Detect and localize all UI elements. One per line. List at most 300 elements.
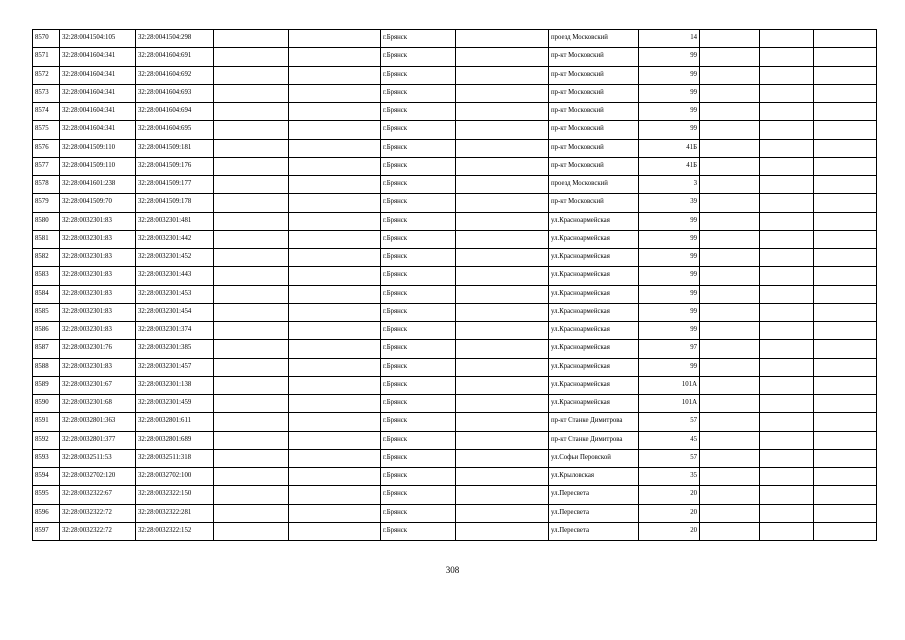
- parent-cadastral-number-cell: 32:28:0041604:341: [60, 103, 136, 121]
- empty-cell: [214, 48, 289, 66]
- city-cell: г.Брянск: [381, 103, 456, 121]
- house-number-cell: 99: [639, 267, 700, 285]
- empty-cell: [456, 30, 549, 48]
- empty-cell: [214, 267, 289, 285]
- empty-cell: [814, 504, 877, 522]
- empty-cell: [456, 176, 549, 194]
- empty-cell: [814, 139, 877, 157]
- empty-cell: [289, 522, 381, 540]
- empty-cell: [760, 376, 814, 394]
- table-row: [33, 486, 877, 504]
- empty-cell: [214, 139, 289, 157]
- empty-cell: [760, 249, 814, 267]
- parent-cadastral-number-cell: 32:28:0032801:377: [60, 431, 136, 449]
- house-number-cell: 41Б: [639, 139, 700, 157]
- table-row: [33, 267, 877, 285]
- empty-cell: [289, 431, 381, 449]
- empty-cell: [289, 285, 381, 303]
- city-cell: г.Брянск: [381, 322, 456, 340]
- empty-cell: [814, 449, 877, 467]
- table-row: [33, 413, 877, 431]
- empty-cell: [456, 322, 549, 340]
- row-number-cell: 8577: [33, 157, 60, 175]
- empty-cell: [700, 322, 760, 340]
- empty-cell: [700, 212, 760, 230]
- empty-cell: [214, 358, 289, 376]
- parent-cadastral-number-cell: 32:28:0041504:105: [60, 30, 136, 48]
- street-cell: пр-кт Станке Димитрова: [549, 413, 639, 431]
- parent-cadastral-number-cell: 32:28:0032301:83: [60, 212, 136, 230]
- row-number-cell: 8589: [33, 376, 60, 394]
- row-number-cell: 8582: [33, 249, 60, 267]
- street-cell: ул.Красноармейская: [549, 322, 639, 340]
- table-row: [33, 468, 877, 486]
- empty-cell: [456, 449, 549, 467]
- city-cell: г.Брянск: [381, 230, 456, 248]
- city-cell: г.Брянск: [381, 267, 456, 285]
- empty-cell: [289, 340, 381, 358]
- empty-cell: [700, 449, 760, 467]
- table-row: [33, 212, 877, 230]
- street-cell: ул.Красноармейская: [549, 395, 639, 413]
- empty-cell: [700, 395, 760, 413]
- registry-table: [32, 29, 877, 541]
- table-row: [33, 103, 877, 121]
- row-number-cell: 8585: [33, 303, 60, 321]
- empty-cell: [456, 249, 549, 267]
- empty-cell: [289, 322, 381, 340]
- table-row: [33, 522, 877, 540]
- empty-cell: [814, 176, 877, 194]
- parent-cadastral-number-cell: 32:28:0032301:83: [60, 285, 136, 303]
- empty-cell: [760, 66, 814, 84]
- empty-cell: [289, 486, 381, 504]
- city-cell: г.Брянск: [381, 139, 456, 157]
- house-number-cell: 99: [639, 66, 700, 84]
- empty-cell: [289, 249, 381, 267]
- street-cell: ул.Красноармейская: [549, 230, 639, 248]
- empty-cell: [456, 285, 549, 303]
- empty-cell: [214, 431, 289, 449]
- empty-cell: [456, 157, 549, 175]
- empty-cell: [456, 504, 549, 522]
- empty-cell: [700, 267, 760, 285]
- row-number-cell: 8571: [33, 48, 60, 66]
- house-number-cell: 3: [639, 176, 700, 194]
- house-number-cell: 101А: [639, 395, 700, 413]
- row-number-cell: 8587: [33, 340, 60, 358]
- empty-cell: [214, 522, 289, 540]
- empty-cell: [700, 376, 760, 394]
- table-row: [33, 376, 877, 394]
- empty-cell: [700, 103, 760, 121]
- cadastral-number-cell: 32:28:0041509:177: [136, 176, 214, 194]
- row-number-cell: 8578: [33, 176, 60, 194]
- empty-cell: [289, 230, 381, 248]
- empty-cell: [289, 267, 381, 285]
- empty-cell: [700, 84, 760, 102]
- empty-cell: [760, 522, 814, 540]
- empty-cell: [760, 322, 814, 340]
- empty-cell: [700, 194, 760, 212]
- table-row: [33, 139, 877, 157]
- empty-cell: [214, 303, 289, 321]
- empty-cell: [289, 194, 381, 212]
- empty-cell: [700, 303, 760, 321]
- empty-cell: [289, 66, 381, 84]
- city-cell: г.Брянск: [381, 30, 456, 48]
- empty-cell: [760, 212, 814, 230]
- parent-cadastral-number-cell: 32:28:0032511:53: [60, 449, 136, 467]
- empty-cell: [700, 30, 760, 48]
- city-cell: г.Брянск: [381, 66, 456, 84]
- empty-cell: [700, 249, 760, 267]
- house-number-cell: 39: [639, 194, 700, 212]
- empty-cell: [814, 48, 877, 66]
- cadastral-number-cell: 32:28:0032511:318: [136, 449, 214, 467]
- empty-cell: [700, 157, 760, 175]
- empty-cell: [456, 103, 549, 121]
- city-cell: г.Брянск: [381, 121, 456, 139]
- empty-cell: [456, 121, 549, 139]
- empty-cell: [289, 48, 381, 66]
- empty-cell: [289, 303, 381, 321]
- parent-cadastral-number-cell: 32:28:0032301:68: [60, 395, 136, 413]
- city-cell: г.Брянск: [381, 176, 456, 194]
- empty-cell: [760, 267, 814, 285]
- city-cell: г.Брянск: [381, 84, 456, 102]
- parent-cadastral-number-cell: 32:28:0032301:83: [60, 249, 136, 267]
- street-cell: ул.Пересвета: [549, 504, 639, 522]
- empty-cell: [289, 30, 381, 48]
- parent-cadastral-number-cell: 32:28:0032301:67: [60, 376, 136, 394]
- parent-cadastral-number-cell: 32:28:0032301:83: [60, 303, 136, 321]
- house-number-cell: 99: [639, 84, 700, 102]
- empty-cell: [814, 431, 877, 449]
- empty-cell: [289, 139, 381, 157]
- empty-cell: [289, 157, 381, 175]
- cadastral-number-cell: 32:28:0032301:452: [136, 249, 214, 267]
- street-cell: ул.Красноармейская: [549, 303, 639, 321]
- cadastral-number-cell: 32:28:0032322:281: [136, 504, 214, 522]
- house-number-cell: 35: [639, 468, 700, 486]
- cadastral-number-cell: 32:28:0032301:443: [136, 267, 214, 285]
- city-cell: г.Брянск: [381, 249, 456, 267]
- empty-cell: [814, 194, 877, 212]
- city-cell: г.Брянск: [381, 395, 456, 413]
- cadastral-number-cell: 32:28:0032301:442: [136, 230, 214, 248]
- street-cell: пр-кт Московский: [549, 103, 639, 121]
- cadastral-number-cell: 32:28:0041509:178: [136, 194, 214, 212]
- parent-cadastral-number-cell: 32:28:0032322:72: [60, 504, 136, 522]
- row-number-cell: 8592: [33, 431, 60, 449]
- empty-cell: [760, 413, 814, 431]
- empty-cell: [760, 176, 814, 194]
- house-number-cell: 57: [639, 449, 700, 467]
- empty-cell: [456, 212, 549, 230]
- empty-cell: [289, 504, 381, 522]
- row-number-cell: 8594: [33, 468, 60, 486]
- empty-cell: [700, 66, 760, 84]
- row-number-cell: 8584: [33, 285, 60, 303]
- street-cell: пр-кт Московский: [549, 194, 639, 212]
- empty-cell: [760, 103, 814, 121]
- empty-cell: [814, 103, 877, 121]
- empty-cell: [214, 212, 289, 230]
- empty-cell: [456, 84, 549, 102]
- table-row: [33, 84, 877, 102]
- cadastral-number-cell: 32:28:0032301:459: [136, 395, 214, 413]
- empty-cell: [289, 413, 381, 431]
- empty-cell: [814, 486, 877, 504]
- street-cell: ул.Софьи Перовской: [549, 449, 639, 467]
- cadastral-number-cell: 32:28:0032301:481: [136, 212, 214, 230]
- house-number-cell: 99: [639, 212, 700, 230]
- empty-cell: [214, 249, 289, 267]
- parent-cadastral-number-cell: 32:28:0032702:120: [60, 468, 136, 486]
- empty-cell: [814, 285, 877, 303]
- cadastral-number-cell: 32:28:0032322:152: [136, 522, 214, 540]
- house-number-cell: 97: [639, 340, 700, 358]
- street-cell: ул.Красноармейская: [549, 340, 639, 358]
- parent-cadastral-number-cell: 32:28:0032301:83: [60, 267, 136, 285]
- street-cell: пр-кт Московский: [549, 139, 639, 157]
- empty-cell: [760, 30, 814, 48]
- empty-cell: [760, 358, 814, 376]
- empty-cell: [760, 84, 814, 102]
- empty-cell: [456, 194, 549, 212]
- empty-cell: [456, 358, 549, 376]
- empty-cell: [214, 340, 289, 358]
- row-number-cell: 8574: [33, 103, 60, 121]
- city-cell: г.Брянск: [381, 504, 456, 522]
- house-number-cell: 99: [639, 230, 700, 248]
- parent-cadastral-number-cell: 32:28:0032301:76: [60, 340, 136, 358]
- street-cell: пр-кт Московский: [549, 84, 639, 102]
- table-row: [33, 230, 877, 248]
- row-number-cell: 8579: [33, 194, 60, 212]
- empty-cell: [214, 376, 289, 394]
- empty-cell: [700, 340, 760, 358]
- house-number-cell: 99: [639, 322, 700, 340]
- city-cell: г.Брянск: [381, 340, 456, 358]
- empty-cell: [456, 486, 549, 504]
- parent-cadastral-number-cell: 32:28:0041509:70: [60, 194, 136, 212]
- house-number-cell: 99: [639, 358, 700, 376]
- table-row: [33, 449, 877, 467]
- house-number-cell: 99: [639, 249, 700, 267]
- empty-cell: [214, 486, 289, 504]
- city-cell: г.Брянск: [381, 285, 456, 303]
- house-number-cell: 45: [639, 431, 700, 449]
- house-number-cell: 99: [639, 121, 700, 139]
- table-row: [33, 431, 877, 449]
- empty-cell: [760, 486, 814, 504]
- city-cell: г.Брянск: [381, 48, 456, 66]
- empty-cell: [456, 340, 549, 358]
- house-number-cell: 20: [639, 522, 700, 540]
- empty-cell: [760, 395, 814, 413]
- table-row: [33, 322, 877, 340]
- empty-cell: [214, 30, 289, 48]
- empty-cell: [760, 230, 814, 248]
- cadastral-number-cell: 32:28:0032301:138: [136, 376, 214, 394]
- table-row: [33, 358, 877, 376]
- row-number-cell: 8586: [33, 322, 60, 340]
- empty-cell: [814, 84, 877, 102]
- city-cell: г.Брянск: [381, 431, 456, 449]
- empty-cell: [814, 230, 877, 248]
- row-number-cell: 8590: [33, 395, 60, 413]
- cadastral-number-cell: 32:28:0032301:374: [136, 322, 214, 340]
- cadastral-number-cell: 32:28:0041604:691: [136, 48, 214, 66]
- empty-cell: [214, 84, 289, 102]
- empty-cell: [214, 230, 289, 248]
- empty-cell: [456, 395, 549, 413]
- house-number-cell: 99: [639, 303, 700, 321]
- empty-cell: [214, 103, 289, 121]
- empty-cell: [456, 431, 549, 449]
- parent-cadastral-number-cell: 32:28:0041604:341: [60, 48, 136, 66]
- empty-cell: [700, 176, 760, 194]
- empty-cell: [289, 212, 381, 230]
- street-cell: проезд Московский: [549, 176, 639, 194]
- empty-cell: [289, 84, 381, 102]
- empty-cell: [814, 413, 877, 431]
- empty-cell: [700, 522, 760, 540]
- empty-cell: [289, 376, 381, 394]
- empty-cell: [700, 504, 760, 522]
- cadastral-number-cell: 32:28:0032301:453: [136, 285, 214, 303]
- empty-cell: [700, 358, 760, 376]
- registry-table-body: [33, 30, 877, 541]
- empty-cell: [814, 303, 877, 321]
- cadastral-number-cell: 32:28:0032322:150: [136, 486, 214, 504]
- empty-cell: [814, 395, 877, 413]
- row-number-cell: 8583: [33, 267, 60, 285]
- street-cell: ул.Красноармейская: [549, 212, 639, 230]
- empty-cell: [760, 157, 814, 175]
- empty-cell: [289, 358, 381, 376]
- table-row: [33, 48, 877, 66]
- empty-cell: [456, 376, 549, 394]
- empty-cell: [700, 48, 760, 66]
- row-number-cell: 8593: [33, 449, 60, 467]
- empty-cell: [214, 121, 289, 139]
- empty-cell: [456, 468, 549, 486]
- street-cell: пр-кт Станке Димитрова: [549, 431, 639, 449]
- empty-cell: [214, 504, 289, 522]
- city-cell: г.Брянск: [381, 522, 456, 540]
- row-number-cell: 8572: [33, 66, 60, 84]
- parent-cadastral-number-cell: 32:28:0041601:238: [60, 176, 136, 194]
- street-cell: пр-кт Московский: [549, 157, 639, 175]
- city-cell: г.Брянск: [381, 358, 456, 376]
- empty-cell: [700, 431, 760, 449]
- parent-cadastral-number-cell: 32:28:0041604:341: [60, 121, 136, 139]
- empty-cell: [214, 413, 289, 431]
- table-row: [33, 157, 877, 175]
- empty-cell: [760, 340, 814, 358]
- empty-cell: [814, 358, 877, 376]
- empty-cell: [814, 249, 877, 267]
- cadastral-number-cell: 32:28:0041604:694: [136, 103, 214, 121]
- table-row: [33, 285, 877, 303]
- empty-cell: [456, 139, 549, 157]
- parent-cadastral-number-cell: 32:28:0032301:83: [60, 322, 136, 340]
- row-number-cell: 8581: [33, 230, 60, 248]
- empty-cell: [214, 157, 289, 175]
- street-cell: пр-кт Московский: [549, 66, 639, 84]
- parent-cadastral-number-cell: 32:28:0032322:72: [60, 522, 136, 540]
- parent-cadastral-number-cell: 32:28:0041509:110: [60, 157, 136, 175]
- house-number-cell: 57: [639, 413, 700, 431]
- row-number-cell: 8596: [33, 504, 60, 522]
- house-number-cell: 41Б: [639, 157, 700, 175]
- empty-cell: [814, 522, 877, 540]
- parent-cadastral-number-cell: 32:28:0032301:83: [60, 358, 136, 376]
- cadastral-number-cell: 32:28:0032301:385: [136, 340, 214, 358]
- table-row: [33, 395, 877, 413]
- cadastral-number-cell: 32:28:0041509:176: [136, 157, 214, 175]
- cadastral-number-cell: 32:28:0041509:181: [136, 139, 214, 157]
- row-number-cell: 8597: [33, 522, 60, 540]
- empty-cell: [700, 230, 760, 248]
- city-cell: г.Брянск: [381, 376, 456, 394]
- empty-cell: [214, 66, 289, 84]
- empty-cell: [456, 522, 549, 540]
- cadastral-number-cell: 32:28:0041604:692: [136, 66, 214, 84]
- page-number: 308: [445, 565, 460, 575]
- parent-cadastral-number-cell: 32:28:0041604:341: [60, 66, 136, 84]
- cadastral-number-cell: 32:28:0032301:457: [136, 358, 214, 376]
- empty-cell: [456, 267, 549, 285]
- street-cell: ул.Крыловская: [549, 468, 639, 486]
- empty-cell: [214, 449, 289, 467]
- empty-cell: [289, 121, 381, 139]
- empty-cell: [456, 303, 549, 321]
- table-row: [33, 340, 877, 358]
- empty-cell: [214, 285, 289, 303]
- street-cell: ул.Красноармейская: [549, 267, 639, 285]
- house-number-cell: 20: [639, 486, 700, 504]
- parent-cadastral-number-cell: 32:28:0032301:83: [60, 230, 136, 248]
- house-number-cell: 99: [639, 48, 700, 66]
- empty-cell: [760, 303, 814, 321]
- empty-cell: [700, 285, 760, 303]
- empty-cell: [700, 139, 760, 157]
- parent-cadastral-number-cell: 32:28:0032801:363: [60, 413, 136, 431]
- city-cell: г.Брянск: [381, 468, 456, 486]
- empty-cell: [289, 449, 381, 467]
- empty-cell: [289, 176, 381, 194]
- cadastral-number-cell: 32:28:0032702:100: [136, 468, 214, 486]
- empty-cell: [214, 322, 289, 340]
- empty-cell: [289, 468, 381, 486]
- empty-cell: [814, 157, 877, 175]
- empty-cell: [814, 30, 877, 48]
- city-cell: г.Брянск: [381, 486, 456, 504]
- row-number-cell: 8588: [33, 358, 60, 376]
- empty-cell: [760, 121, 814, 139]
- empty-cell: [214, 468, 289, 486]
- street-cell: ул.Пересвета: [549, 522, 639, 540]
- street-cell: пр-кт Московский: [549, 48, 639, 66]
- street-cell: ул.Пересвета: [549, 486, 639, 504]
- empty-cell: [760, 139, 814, 157]
- city-cell: г.Брянск: [381, 194, 456, 212]
- cadastral-number-cell: 32:28:0032301:454: [136, 303, 214, 321]
